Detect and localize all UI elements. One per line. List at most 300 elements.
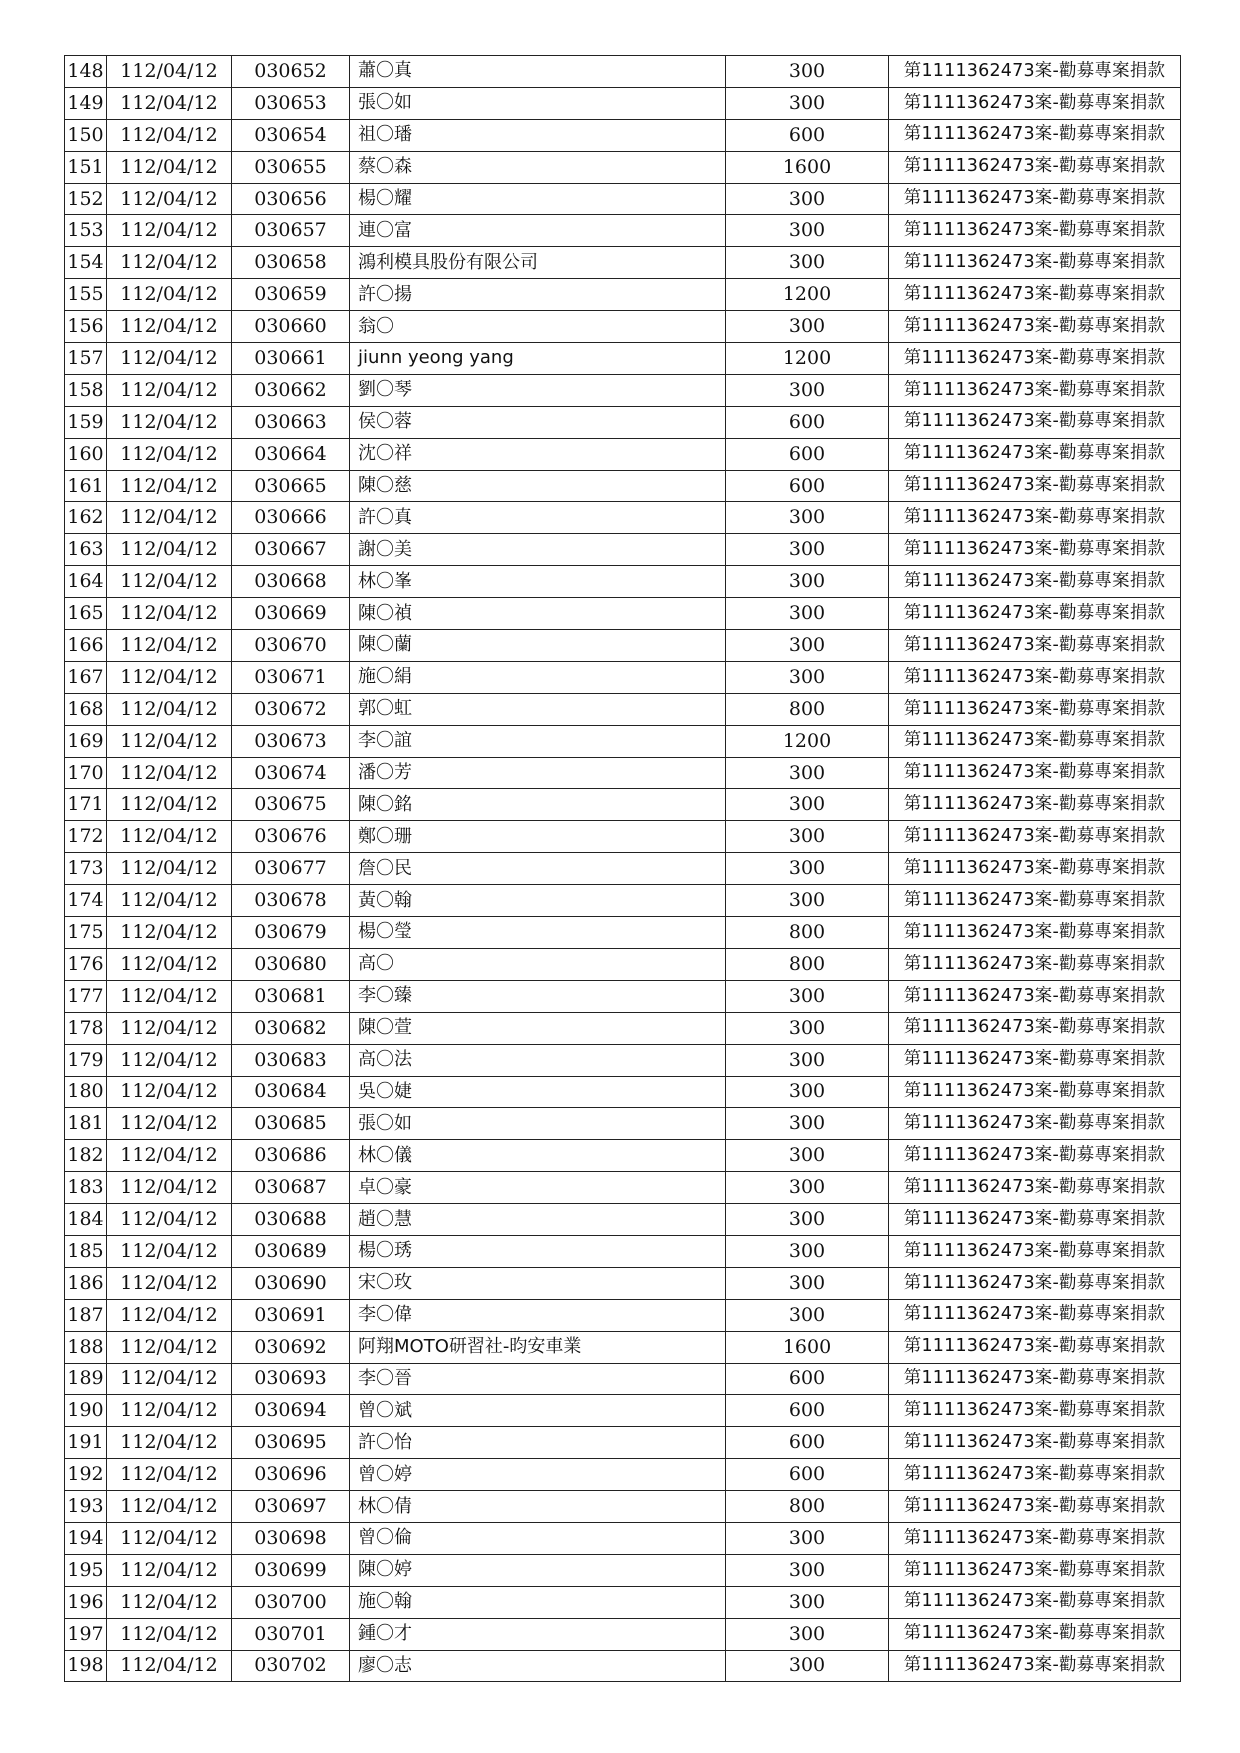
donor-name: 陳〇萱 xyxy=(350,1012,726,1044)
donation-note: 第1111362473案-勸募專案捐款 xyxy=(889,502,1181,534)
donation-date: 112/04/12 xyxy=(107,183,232,215)
table-row xyxy=(65,502,1181,534)
donation-note: 第1111362473案-勸募專案捐款 xyxy=(889,56,1181,88)
donation-note: 第1111362473案-勸募專案捐款 xyxy=(889,343,1181,375)
table-row xyxy=(65,1140,1181,1172)
donation-note: 第1111362473案-勸募專案捐款 xyxy=(889,1076,1181,1108)
table-row xyxy=(65,56,1181,88)
donation-date: 112/04/12 xyxy=(107,247,232,279)
donation-amount: 300 xyxy=(726,1554,889,1586)
donation-date: 112/04/12 xyxy=(107,630,232,662)
donation-date: 112/04/12 xyxy=(107,725,232,757)
table-row xyxy=(65,1204,1181,1236)
donor-name: 蔡〇森 xyxy=(350,151,726,183)
donation-date: 112/04/12 xyxy=(107,279,232,311)
receipt-number: 030678 xyxy=(232,885,350,917)
donation-amount: 300 xyxy=(726,1012,889,1044)
row-number: 165 xyxy=(65,598,107,630)
row-number: 150 xyxy=(65,119,107,151)
donation-note: 第1111362473案-勸募專案捐款 xyxy=(889,279,1181,311)
donor-name: 謝〇美 xyxy=(350,534,726,566)
receipt-number: 030680 xyxy=(232,948,350,980)
donation-amount: 300 xyxy=(726,374,889,406)
table-row xyxy=(65,406,1181,438)
receipt-number: 030664 xyxy=(232,438,350,470)
row-number: 157 xyxy=(65,343,107,375)
donation-amount: 1200 xyxy=(726,279,889,311)
donation-date: 112/04/12 xyxy=(107,1172,232,1204)
receipt-number: 030661 xyxy=(232,343,350,375)
donation-amount: 300 xyxy=(726,215,889,247)
donation-amount: 800 xyxy=(726,948,889,980)
donor-name: 楊〇耀 xyxy=(350,183,726,215)
row-number: 168 xyxy=(65,693,107,725)
row-number: 159 xyxy=(65,406,107,438)
table-row xyxy=(65,1554,1181,1586)
donor-name: 廖〇志 xyxy=(350,1650,726,1682)
receipt-number: 030665 xyxy=(232,470,350,502)
donation-date: 112/04/12 xyxy=(107,1491,232,1523)
donation-amount: 600 xyxy=(726,119,889,151)
table-row xyxy=(65,534,1181,566)
donation-date: 112/04/12 xyxy=(107,980,232,1012)
donation-note: 第1111362473案-勸募專案捐款 xyxy=(889,1491,1181,1523)
receipt-number: 030675 xyxy=(232,789,350,821)
table-row xyxy=(65,1044,1181,1076)
donation-date: 112/04/12 xyxy=(107,1044,232,1076)
table-row xyxy=(65,1650,1181,1682)
donation-date: 112/04/12 xyxy=(107,566,232,598)
donation-amount: 300 xyxy=(726,757,889,789)
receipt-number: 030691 xyxy=(232,1299,350,1331)
donation-note: 第1111362473案-勸募專案捐款 xyxy=(889,374,1181,406)
donor-name: 陳〇蘭 xyxy=(350,630,726,662)
donation-note: 第1111362473案-勸募專案捐款 xyxy=(889,1204,1181,1236)
table-row xyxy=(65,661,1181,693)
donation-date: 112/04/12 xyxy=(107,343,232,375)
donor-name: 高〇 xyxy=(350,948,726,980)
donation-date: 112/04/12 xyxy=(107,1140,232,1172)
donation-date: 112/04/12 xyxy=(107,374,232,406)
row-number: 190 xyxy=(65,1395,107,1427)
donation-date: 112/04/12 xyxy=(107,502,232,534)
donation-note: 第1111362473案-勸募專案捐款 xyxy=(889,438,1181,470)
receipt-number: 030658 xyxy=(232,247,350,279)
receipt-number: 030656 xyxy=(232,183,350,215)
donation-date: 112/04/12 xyxy=(107,789,232,821)
table-row xyxy=(65,470,1181,502)
donation-note: 第1111362473案-勸募專案捐款 xyxy=(889,1012,1181,1044)
donor-name: 鴻利模具股份有限公司 xyxy=(350,247,726,279)
donation-note: 第1111362473案-勸募專案捐款 xyxy=(889,789,1181,821)
row-number: 185 xyxy=(65,1235,107,1267)
donation-note: 第1111362473案-勸募專案捐款 xyxy=(889,87,1181,119)
donation-amount: 300 xyxy=(726,661,889,693)
receipt-number: 030701 xyxy=(232,1618,350,1650)
receipt-number: 030684 xyxy=(232,1076,350,1108)
row-number: 177 xyxy=(65,980,107,1012)
row-number: 166 xyxy=(65,630,107,662)
donor-name: 陳〇慈 xyxy=(350,470,726,502)
donation-date: 112/04/12 xyxy=(107,948,232,980)
donor-name: 卓〇豪 xyxy=(350,1172,726,1204)
donation-date: 112/04/12 xyxy=(107,1554,232,1586)
table-row xyxy=(65,980,1181,1012)
donation-note: 第1111362473案-勸募專案捐款 xyxy=(889,183,1181,215)
donation-date: 112/04/12 xyxy=(107,757,232,789)
table-row xyxy=(65,1491,1181,1523)
donor-name: 施〇絹 xyxy=(350,661,726,693)
receipt-number: 030670 xyxy=(232,630,350,662)
table-row xyxy=(65,1267,1181,1299)
row-number: 191 xyxy=(65,1427,107,1459)
row-number: 195 xyxy=(65,1554,107,1586)
receipt-number: 030660 xyxy=(232,311,350,343)
donation-amount: 600 xyxy=(726,1363,889,1395)
receipt-number: 030683 xyxy=(232,1044,350,1076)
table-row xyxy=(65,1172,1181,1204)
donation-date: 112/04/12 xyxy=(107,821,232,853)
table-row xyxy=(65,1395,1181,1427)
donation-date: 112/04/12 xyxy=(107,1395,232,1427)
donation-note: 第1111362473案-勸募專案捐款 xyxy=(889,980,1181,1012)
receipt-number: 030687 xyxy=(232,1172,350,1204)
donation-amount: 300 xyxy=(726,1140,889,1172)
donor-name: 高〇法 xyxy=(350,1044,726,1076)
donor-name: 施〇翰 xyxy=(350,1586,726,1618)
donor-name: 鍾〇才 xyxy=(350,1618,726,1650)
receipt-number: 030695 xyxy=(232,1427,350,1459)
donation-date: 112/04/12 xyxy=(107,1076,232,1108)
receipt-number: 030681 xyxy=(232,980,350,1012)
receipt-number: 030667 xyxy=(232,534,350,566)
donation-amount: 300 xyxy=(726,980,889,1012)
donation-date: 112/04/12 xyxy=(107,311,232,343)
donation-note: 第1111362473案-勸募專案捐款 xyxy=(889,119,1181,151)
row-number: 149 xyxy=(65,87,107,119)
row-number: 151 xyxy=(65,151,107,183)
donation-date: 112/04/12 xyxy=(107,1586,232,1618)
donor-name: 阿翔MOTO研習社-昀安車業 xyxy=(350,1331,726,1363)
donor-name: 曾〇婷 xyxy=(350,1459,726,1491)
row-number: 175 xyxy=(65,917,107,949)
receipt-number: 030689 xyxy=(232,1235,350,1267)
donation-amount: 300 xyxy=(726,502,889,534)
donation-amount: 800 xyxy=(726,693,889,725)
table-row xyxy=(65,1235,1181,1267)
row-number: 194 xyxy=(65,1522,107,1554)
donation-date: 112/04/12 xyxy=(107,1235,232,1267)
table-row xyxy=(65,948,1181,980)
donation-amount: 600 xyxy=(726,1427,889,1459)
receipt-number: 030673 xyxy=(232,725,350,757)
donation-note: 第1111362473案-勸募專案捐款 xyxy=(889,1459,1181,1491)
donation-note: 第1111362473案-勸募專案捐款 xyxy=(889,1427,1181,1459)
table-row xyxy=(65,1076,1181,1108)
table-row xyxy=(65,853,1181,885)
donation-amount: 300 xyxy=(726,1586,889,1618)
row-number: 187 xyxy=(65,1299,107,1331)
donation-amount: 1600 xyxy=(726,151,889,183)
donation-date: 112/04/12 xyxy=(107,598,232,630)
table-row xyxy=(65,693,1181,725)
donation-date: 112/04/12 xyxy=(107,1363,232,1395)
donation-note: 第1111362473案-勸募專案捐款 xyxy=(889,1522,1181,1554)
row-number: 189 xyxy=(65,1363,107,1395)
table-row xyxy=(65,917,1181,949)
donation-amount: 300 xyxy=(726,1618,889,1650)
donor-name: 林〇峯 xyxy=(350,566,726,598)
donation-amount: 600 xyxy=(726,406,889,438)
donation-note: 第1111362473案-勸募專案捐款 xyxy=(889,1140,1181,1172)
donation-amount: 300 xyxy=(726,1076,889,1108)
table-row xyxy=(65,1363,1181,1395)
donation-note: 第1111362473案-勸募專案捐款 xyxy=(889,630,1181,662)
receipt-number: 030657 xyxy=(232,215,350,247)
donation-date: 112/04/12 xyxy=(107,1267,232,1299)
donation-note: 第1111362473案-勸募專案捐款 xyxy=(889,757,1181,789)
donation-note: 第1111362473案-勸募專案捐款 xyxy=(889,661,1181,693)
donation-note: 第1111362473案-勸募專案捐款 xyxy=(889,725,1181,757)
donation-date: 112/04/12 xyxy=(107,661,232,693)
donation-amount: 300 xyxy=(726,1267,889,1299)
table-row xyxy=(65,566,1181,598)
receipt-number: 030662 xyxy=(232,374,350,406)
row-number: 174 xyxy=(65,885,107,917)
table-row xyxy=(65,1427,1181,1459)
receipt-number: 030702 xyxy=(232,1650,350,1682)
row-number: 153 xyxy=(65,215,107,247)
row-number: 171 xyxy=(65,789,107,821)
table-row xyxy=(65,1012,1181,1044)
donation-note: 第1111362473案-勸募專案捐款 xyxy=(889,917,1181,949)
donation-amount: 600 xyxy=(726,438,889,470)
receipt-number: 030663 xyxy=(232,406,350,438)
row-number: 158 xyxy=(65,374,107,406)
donation-amount: 300 xyxy=(726,247,889,279)
donation-ledger-page xyxy=(64,55,1180,1682)
donor-name: 李〇臻 xyxy=(350,980,726,1012)
row-number: 152 xyxy=(65,183,107,215)
table-row xyxy=(65,183,1181,215)
donation-amount: 300 xyxy=(726,566,889,598)
table-row xyxy=(65,215,1181,247)
donor-name: 祖〇璠 xyxy=(350,119,726,151)
row-number: 197 xyxy=(65,1618,107,1650)
table-row xyxy=(65,1522,1181,1554)
donation-amount: 300 xyxy=(726,1044,889,1076)
table-row xyxy=(65,1331,1181,1363)
donation-note: 第1111362473案-勸募專案捐款 xyxy=(889,247,1181,279)
table-row xyxy=(65,119,1181,151)
donor-name: 許〇揚 xyxy=(350,279,726,311)
donation-amount: 600 xyxy=(726,470,889,502)
donation-date: 112/04/12 xyxy=(107,1459,232,1491)
donation-date: 112/04/12 xyxy=(107,1331,232,1363)
donation-date: 112/04/12 xyxy=(107,693,232,725)
donation-note: 第1111362473案-勸募專案捐款 xyxy=(889,1108,1181,1140)
donation-date: 112/04/12 xyxy=(107,56,232,88)
donation-date: 112/04/12 xyxy=(107,1012,232,1044)
donation-date: 112/04/12 xyxy=(107,534,232,566)
donation-note: 第1111362473案-勸募專案捐款 xyxy=(889,1586,1181,1618)
donor-name: 趙〇慧 xyxy=(350,1204,726,1236)
donation-amount: 300 xyxy=(726,598,889,630)
table-row xyxy=(65,151,1181,183)
receipt-number: 030682 xyxy=(232,1012,350,1044)
receipt-number: 030652 xyxy=(232,56,350,88)
donation-amount: 1600 xyxy=(726,1331,889,1363)
row-number: 155 xyxy=(65,279,107,311)
row-number: 163 xyxy=(65,534,107,566)
donor-name: 林〇倩 xyxy=(350,1491,726,1523)
row-number: 164 xyxy=(65,566,107,598)
donation-date: 112/04/12 xyxy=(107,1522,232,1554)
donation-date: 112/04/12 xyxy=(107,1204,232,1236)
receipt-number: 030668 xyxy=(232,566,350,598)
receipt-number: 030672 xyxy=(232,693,350,725)
donation-note: 第1111362473案-勸募專案捐款 xyxy=(889,1554,1181,1586)
receipt-number: 030669 xyxy=(232,598,350,630)
row-number: 176 xyxy=(65,948,107,980)
table-row xyxy=(65,343,1181,375)
receipt-number: 030677 xyxy=(232,853,350,885)
row-number: 173 xyxy=(65,853,107,885)
donor-name: 陳〇禎 xyxy=(350,598,726,630)
row-number: 182 xyxy=(65,1140,107,1172)
receipt-number: 030666 xyxy=(232,502,350,534)
donor-name: 李〇偉 xyxy=(350,1299,726,1331)
receipt-number: 030690 xyxy=(232,1267,350,1299)
donation-date: 112/04/12 xyxy=(107,470,232,502)
donor-name: 潘〇芳 xyxy=(350,757,726,789)
table-row xyxy=(65,725,1181,757)
donation-note: 第1111362473案-勸募專案捐款 xyxy=(889,1267,1181,1299)
donor-name: 楊〇瑩 xyxy=(350,917,726,949)
table-row xyxy=(65,598,1181,630)
donation-amount: 300 xyxy=(726,183,889,215)
donation-note: 第1111362473案-勸募專案捐款 xyxy=(889,406,1181,438)
donation-note: 第1111362473案-勸募專案捐款 xyxy=(889,1235,1181,1267)
donor-name: 許〇怡 xyxy=(350,1427,726,1459)
table-row xyxy=(65,1299,1181,1331)
table-row xyxy=(65,1586,1181,1618)
receipt-number: 030659 xyxy=(232,279,350,311)
donor-name: 蕭〇真 xyxy=(350,56,726,88)
table-row xyxy=(65,279,1181,311)
receipt-number: 030686 xyxy=(232,1140,350,1172)
receipt-number: 030679 xyxy=(232,917,350,949)
donation-amount: 300 xyxy=(726,1522,889,1554)
donor-name: 宋〇玫 xyxy=(350,1267,726,1299)
row-number: 193 xyxy=(65,1491,107,1523)
receipt-number: 030697 xyxy=(232,1491,350,1523)
donor-name: 黃〇翰 xyxy=(350,885,726,917)
donor-name: 侯〇蓉 xyxy=(350,406,726,438)
donor-name: 吳〇婕 xyxy=(350,1076,726,1108)
row-number: 156 xyxy=(65,311,107,343)
donation-note: 第1111362473案-勸募專案捐款 xyxy=(889,311,1181,343)
donation-date: 112/04/12 xyxy=(107,1299,232,1331)
donor-name: 曾〇倫 xyxy=(350,1522,726,1554)
donation-table xyxy=(64,55,1181,1682)
donation-note: 第1111362473案-勸募專案捐款 xyxy=(889,470,1181,502)
receipt-number: 030694 xyxy=(232,1395,350,1427)
table-row xyxy=(65,1108,1181,1140)
receipt-number: 030676 xyxy=(232,821,350,853)
donation-note: 第1111362473案-勸募專案捐款 xyxy=(889,948,1181,980)
receipt-number: 030671 xyxy=(232,661,350,693)
donor-name: 劉〇琴 xyxy=(350,374,726,406)
donation-amount: 300 xyxy=(726,789,889,821)
donation-amount: 300 xyxy=(726,311,889,343)
donor-name: 翁〇 xyxy=(350,311,726,343)
donation-amount: 300 xyxy=(726,87,889,119)
donation-note: 第1111362473案-勸募專案捐款 xyxy=(889,885,1181,917)
receipt-number: 030692 xyxy=(232,1331,350,1363)
receipt-number: 030685 xyxy=(232,1108,350,1140)
donation-date: 112/04/12 xyxy=(107,406,232,438)
donation-note: 第1111362473案-勸募專案捐款 xyxy=(889,1299,1181,1331)
donation-note: 第1111362473案-勸募專案捐款 xyxy=(889,821,1181,853)
table-row xyxy=(65,311,1181,343)
row-number: 172 xyxy=(65,821,107,853)
donation-date: 112/04/12 xyxy=(107,215,232,247)
table-row xyxy=(65,374,1181,406)
donation-amount: 800 xyxy=(726,917,889,949)
donation-note: 第1111362473案-勸募專案捐款 xyxy=(889,693,1181,725)
donor-name: 曾〇斌 xyxy=(350,1395,726,1427)
receipt-number: 030693 xyxy=(232,1363,350,1395)
receipt-number: 030674 xyxy=(232,757,350,789)
donor-name: 連〇富 xyxy=(350,215,726,247)
row-number: 179 xyxy=(65,1044,107,1076)
donor-name: 鄭〇珊 xyxy=(350,821,726,853)
table-row xyxy=(65,1618,1181,1650)
row-number: 170 xyxy=(65,757,107,789)
donation-note: 第1111362473案-勸募專案捐款 xyxy=(889,1363,1181,1395)
receipt-number: 030654 xyxy=(232,119,350,151)
receipt-number: 030655 xyxy=(232,151,350,183)
receipt-number: 030688 xyxy=(232,1204,350,1236)
donation-amount: 300 xyxy=(726,630,889,662)
row-number: 180 xyxy=(65,1076,107,1108)
row-number: 154 xyxy=(65,247,107,279)
donation-amount: 800 xyxy=(726,1491,889,1523)
donation-amount: 300 xyxy=(726,1204,889,1236)
receipt-number: 030653 xyxy=(232,87,350,119)
table-row xyxy=(65,438,1181,470)
donation-note: 第1111362473案-勸募專案捐款 xyxy=(889,215,1181,247)
donation-note: 第1111362473案-勸募專案捐款 xyxy=(889,1172,1181,1204)
donation-note: 第1111362473案-勸募專案捐款 xyxy=(889,1395,1181,1427)
donation-amount: 300 xyxy=(726,885,889,917)
donation-date: 112/04/12 xyxy=(107,1650,232,1682)
table-row xyxy=(65,789,1181,821)
receipt-number: 030700 xyxy=(232,1586,350,1618)
donation-date: 112/04/12 xyxy=(107,87,232,119)
receipt-number: 030698 xyxy=(232,1522,350,1554)
donation-amount: 300 xyxy=(726,1172,889,1204)
donation-note: 第1111362473案-勸募專案捐款 xyxy=(889,1044,1181,1076)
donor-name: 張〇如 xyxy=(350,87,726,119)
table-row xyxy=(65,757,1181,789)
donation-amount: 1200 xyxy=(726,343,889,375)
donation-date: 112/04/12 xyxy=(107,853,232,885)
table-row xyxy=(65,630,1181,662)
donation-amount: 300 xyxy=(726,853,889,885)
row-number: 169 xyxy=(65,725,107,757)
